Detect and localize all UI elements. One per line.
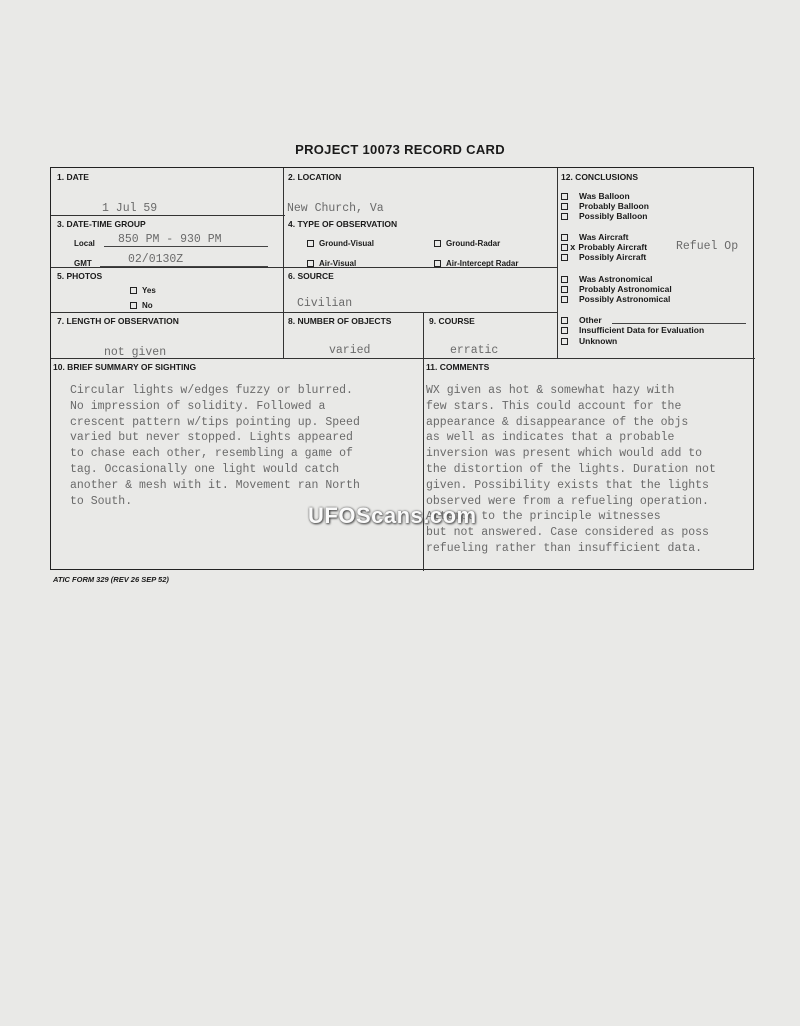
local-time-line xyxy=(104,246,268,247)
comment-line: WX given as hot & somewhat hazy with xyxy=(426,384,675,397)
comments-label: 11. COMMENTS xyxy=(426,362,490,372)
check-mark-x: x xyxy=(570,243,576,253)
comment-line: inversion was present which would add to xyxy=(426,447,703,461)
number-of-objects-label: 8. NUMBER OF OBJECTS xyxy=(288,316,392,326)
watermark: UFOScans.com xyxy=(308,503,477,528)
checkbox-icon xyxy=(561,286,568,293)
summary-line: to South. xyxy=(70,494,133,508)
checkbox-icon xyxy=(561,338,568,345)
source-value: Civilian xyxy=(297,297,353,310)
unknown-option[interactable]: Unknown xyxy=(561,336,617,346)
air-intercept-radar-option[interactable]: Air-Intercept Radar xyxy=(434,259,518,268)
checkbox-icon xyxy=(307,260,314,267)
comments-text xyxy=(426,383,752,557)
was-astronomical-option[interactable]: Was Astronomical xyxy=(561,274,653,284)
checkbox-icon xyxy=(434,240,441,247)
date-time-group-label: 3. DATE-TIME GROUP xyxy=(57,219,146,229)
divider xyxy=(51,312,557,313)
summary-line: No impression of solidity. Followed a xyxy=(70,399,326,413)
was-balloon-option[interactable]: Was Balloon xyxy=(561,191,630,201)
checkbox-icon xyxy=(561,213,568,220)
comment-line: appearance & disappearance of the objs xyxy=(426,415,689,429)
divider xyxy=(423,312,424,571)
photos-label: 5. PHOTOS xyxy=(57,271,103,281)
gmt-value: 02/0130Z xyxy=(128,253,184,266)
summary-line: crescent pattern w/tips pointing up. Speed xyxy=(70,415,360,429)
conclusions-label: 12. CONCLUSIONS xyxy=(561,172,638,182)
checkbox-icon xyxy=(561,244,568,251)
comment-line: the distortion of the lights. Duration not xyxy=(426,462,716,476)
ground-radar-option[interactable]: Ground-Radar xyxy=(434,239,500,248)
comment-line: but not answered. Case considered as poss xyxy=(426,526,709,540)
local-time-label: Local xyxy=(74,239,95,248)
checkbox-icon xyxy=(561,254,568,261)
length-of-observation-label: 7. LENGTH OF OBSERVATION xyxy=(57,316,179,326)
other-option[interactable]: Other xyxy=(561,315,602,325)
card-title: PROJECT 10073 RECORD CARD xyxy=(295,142,505,157)
form-number: ATIC FORM 329 (REV 26 SEP 52) xyxy=(53,575,169,584)
summary-line: tag. Occasionally one light would catch xyxy=(70,462,340,476)
comment-line: observed were from a refueling operation. xyxy=(426,494,709,508)
course-value: erratic xyxy=(450,344,499,357)
other-line xyxy=(612,323,746,324)
course-label: 9. COURSE xyxy=(429,316,475,326)
checkbox-icon xyxy=(561,193,568,200)
comment-line: as well as indicates that a probable xyxy=(426,431,675,445)
summary-line: varied but never stopped. Lights appeared xyxy=(70,431,353,445)
gmt-line xyxy=(100,266,268,267)
checkbox-icon xyxy=(307,240,314,247)
gmt-label: GMT xyxy=(74,259,92,268)
checkbox-icon xyxy=(561,203,568,210)
comment-line: few stars. This could account for the xyxy=(426,399,682,413)
checkbox-icon xyxy=(561,317,568,324)
date-value: 1 Jul 59 xyxy=(102,202,158,215)
date-label: 1. DATE xyxy=(57,172,89,182)
length-of-observation-value: not given xyxy=(104,346,167,359)
aircraft-note: Refuel Op xyxy=(676,240,739,253)
possibly-balloon-option[interactable]: Possibly Balloon xyxy=(561,211,648,221)
checkbox-icon xyxy=(130,302,137,309)
divider xyxy=(557,168,558,358)
checkbox-icon xyxy=(561,296,568,303)
divider xyxy=(283,168,284,358)
type-of-observation-label: 4. TYPE OF OBSERVATION xyxy=(288,219,398,229)
possibly-astronomical-option[interactable]: Possibly Astronomical xyxy=(561,294,670,304)
number-of-objects-value: varied xyxy=(329,344,371,357)
brief-summary-text xyxy=(70,383,420,509)
ground-visual-option[interactable]: Ground-Visual xyxy=(307,239,374,248)
checkbox-icon xyxy=(561,276,568,283)
checkbox-icon xyxy=(130,287,137,294)
checkbox-icon xyxy=(434,260,441,267)
local-time-value: 850 PM - 930 PM xyxy=(118,233,222,246)
divider xyxy=(51,215,285,216)
air-visual-option[interactable]: Air-Visual xyxy=(307,259,356,268)
source-label: 6. SOURCE xyxy=(288,271,334,281)
insufficient-data-option[interactable]: Insufficient Data for Evaluation xyxy=(561,325,704,335)
comment-line: refueling rather than insufficient data. xyxy=(426,541,703,555)
was-aircraft-option[interactable]: Was Aircraft xyxy=(561,232,628,242)
probably-balloon-option[interactable]: Probably Balloon xyxy=(561,201,649,211)
photos-yes-option[interactable]: Yes xyxy=(130,286,156,295)
summary-line: Circular lights w/edges fuzzy or blurred. xyxy=(70,384,353,397)
summary-line: to chase each other, resembling a game of xyxy=(70,447,353,461)
checkbox-icon xyxy=(561,327,568,334)
probably-astronomical-option[interactable]: Probably Astronomical xyxy=(561,284,672,294)
possibly-aircraft-option[interactable]: Possibly Aircraft xyxy=(561,252,646,262)
location-value: New Church, Va xyxy=(287,202,384,215)
probably-aircraft-option[interactable]: x Probably Aircraft xyxy=(561,242,647,253)
comment-line: Attempt to the principle witnesses xyxy=(426,510,661,524)
brief-summary-label: 10. BRIEF SUMMARY OF SIGHTING xyxy=(53,362,197,372)
location-label: 2. LOCATION xyxy=(288,172,342,182)
photos-no-option[interactable]: No xyxy=(130,301,153,310)
summary-line: another & mesh with it. Movement ran North xyxy=(70,478,360,492)
comment-line: given. Possibility exists that the lights xyxy=(426,478,709,492)
checkbox-icon xyxy=(561,234,568,241)
